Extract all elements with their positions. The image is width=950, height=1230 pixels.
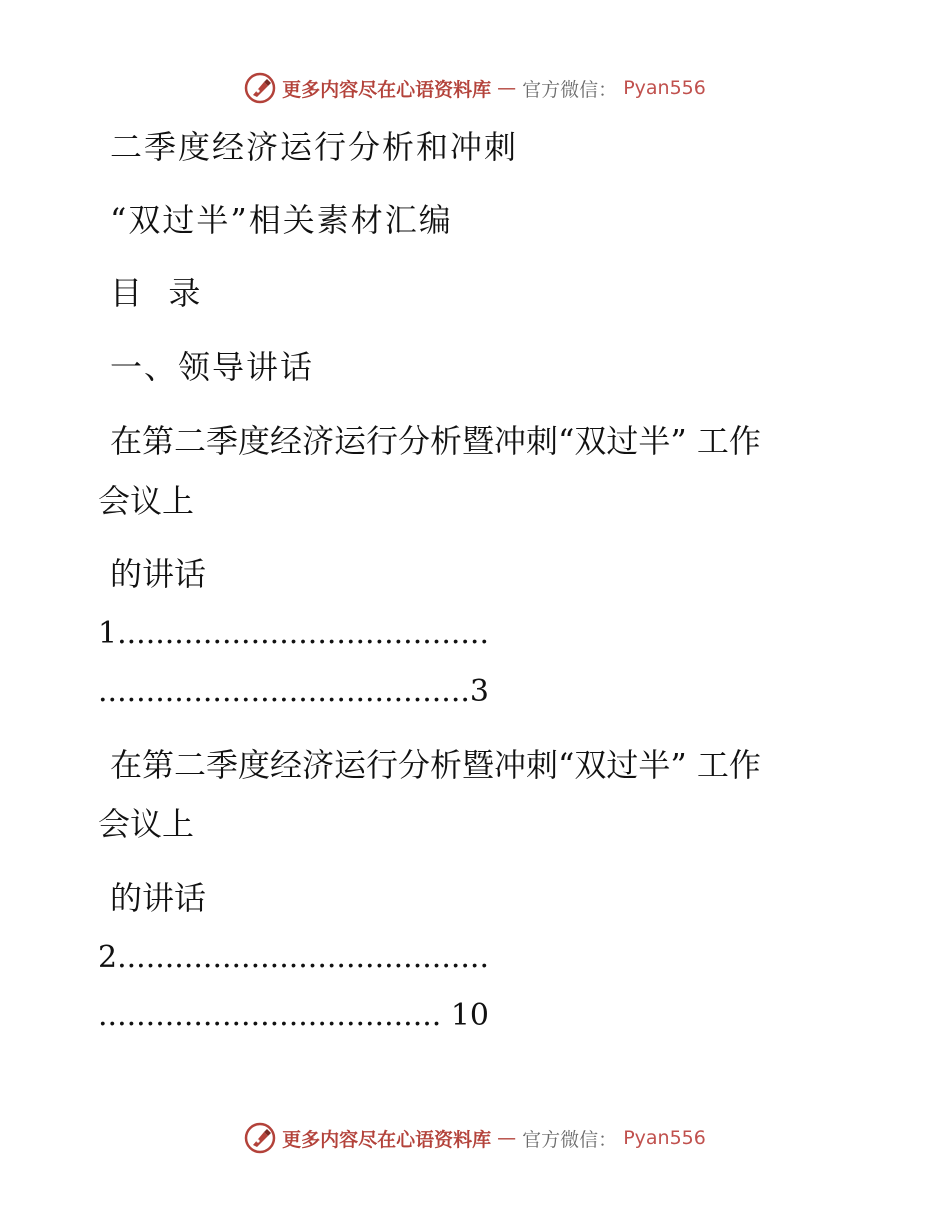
toc-entry-2-title-line-2[interactable]: 会议上 — [98, 805, 195, 843]
toc-entry-1-leader-line-2: .......................................3 — [98, 674, 489, 709]
toc-entry-1-leader-line-1: 1....................................... — [98, 616, 489, 651]
watermark-dash: — — [497, 1127, 517, 1149]
watermark-wechat-id: Pyan556 — [623, 1127, 706, 1149]
watermark-main-text: 更多内容尽在心语资料库 — [282, 1128, 492, 1151]
header-watermark — [0, 72, 950, 104]
toc-entry-1-title-line-2[interactable]: 会议上 — [98, 482, 195, 520]
doc-title-line-1: 二季度经济运行分析和冲刺 — [110, 128, 519, 166]
doc-title-line-2: “双过半”相关素材汇编 — [110, 201, 453, 239]
toc-entry-2-title-line-3[interactable]: 的讲话 — [110, 879, 207, 917]
watermark-sub-text: 官方微信： — [522, 78, 618, 101]
watermark-sub-text: 官方微信： — [522, 1128, 618, 1151]
pen-nib-logo-icon — [244, 72, 276, 104]
watermark-wechat-id: Pyan556 — [623, 77, 706, 99]
toc-entry-2-title-line-1[interactable]: 在第二季度经济运行分析暨冲刺“双过半” 工作 — [110, 746, 761, 784]
toc-entry-1-title-line-3[interactable]: 的讲话 — [110, 555, 207, 593]
toc-heading: 目 录 — [110, 274, 203, 312]
watermark-main-text: 更多内容尽在心语资料库 — [282, 78, 492, 101]
footer-watermark — [0, 1122, 950, 1154]
toc-entry-1-title-line-1[interactable]: 在第二季度经济运行分析暨冲刺“双过半” 工作 — [110, 422, 761, 460]
toc-entry-2-leader-line-2: .................................... 10 — [98, 998, 490, 1033]
pen-nib-logo-icon — [244, 1122, 276, 1154]
section-heading-1: 一、领导讲话 — [110, 348, 315, 386]
toc-entry-2-leader-line-1: 2....................................... — [98, 940, 489, 975]
watermark-dash: — — [497, 77, 517, 99]
